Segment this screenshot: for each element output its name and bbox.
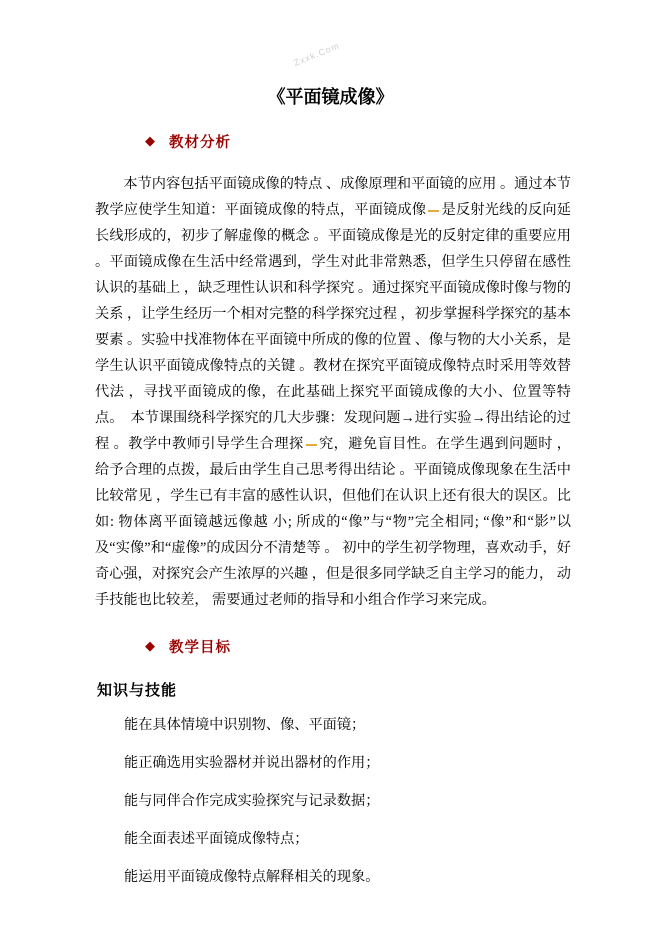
section-heading-teaching-objectives — [145, 636, 661, 657]
page-title: 《平面镜成像》 — [267, 87, 394, 107]
yellow-underline-mark — [428, 207, 439, 212]
diamond-bullet-icon: ◆ — [145, 638, 155, 654]
paragraph-text-segment: 究，避免盲目性。在学生遇到问题时 ，给予合理的点拨，最后由学生自己思考得出结论 。平面镜成像现象在生活中比较常见 ，学生已有丰富的感性认识，但他们在认识上还有很大的误区。比如: 物体离平面镜越远像越 小; 所成的“像”与“物”完全相同; “像”和“影”以及“实像”和“虚像”的成因分不清楚等 。 初中的学生初学物理，喜欢动手，好奇心强，对探究会产生浓厚的兴趣 ，但是很多同学缺乏自主学习的能力， 动手技能也比较差， 需要通过老师的指导和小组合作学习来完成。 — [95, 436, 571, 608]
objective-item: 能与同伴合作完成实验探究与记录数据； — [124, 793, 380, 809]
objective-item: 能在具体情境中识别物、像、平面镜； — [124, 717, 366, 733]
section-heading-label: 教学目标 — [169, 640, 231, 656]
section-heading-material-analysis — [145, 131, 661, 152]
paragraph-text-segment: 本节内容包括平面镜成像的特点 、成像原理和平面镜的应用 。通过本节教学应使学生知道：平面镜成像的特点，平面镜成像 — [95, 176, 571, 218]
objective-item: 能正确选用实验器材并说出器材的作用； — [124, 755, 380, 771]
diamond-bullet-icon: ◆ — [145, 133, 155, 149]
objective-list — [124, 712, 571, 890]
objective-item: 能运用平面镜成像特点解释相关的现象。 — [124, 869, 380, 885]
subheading-knowledge-skills: 知识与技能 — [97, 682, 178, 699]
paragraph-text-segment: 是反射光线的反向延长线形成的，初步了解虚像的概念 。平面镜成像是光的反射定律的重要应用 。平面镜成像在生活中经常遇到，学生对此非常熟悉，但学生只停留在感性认识的基础上 ，缺乏理性认识和科学探究 。通过探究平面镜成像时像与物的关系 ，让学生经历一个相对完整的科学探究过程 ，初步掌握科学探究的基本要素 。实验中找准物体在平面镜中所成的像的位置 、像与物的大小关系，是学生认识平面镜成像特点的关键 。教材在探究平面镜成像特点时采用等效替代法 ，寻找平面镜成的像，在此基础上探究平面镜成像的大小、位置等特点。 本节课围绕科学探究的几大步骤：发现问题→进行实验→得出结论的过程 。教学中教师引导学生合理探 — [95, 202, 571, 452]
yellow-underline-mark — [306, 441, 317, 446]
material-analysis-paragraph — [95, 171, 571, 613]
site-watermark: Zxxk.Com — [292, 40, 341, 68]
objective-item: 能全面表述平面镜成像特点； — [124, 831, 309, 847]
section-heading-label: 教材分析 — [169, 135, 231, 151]
